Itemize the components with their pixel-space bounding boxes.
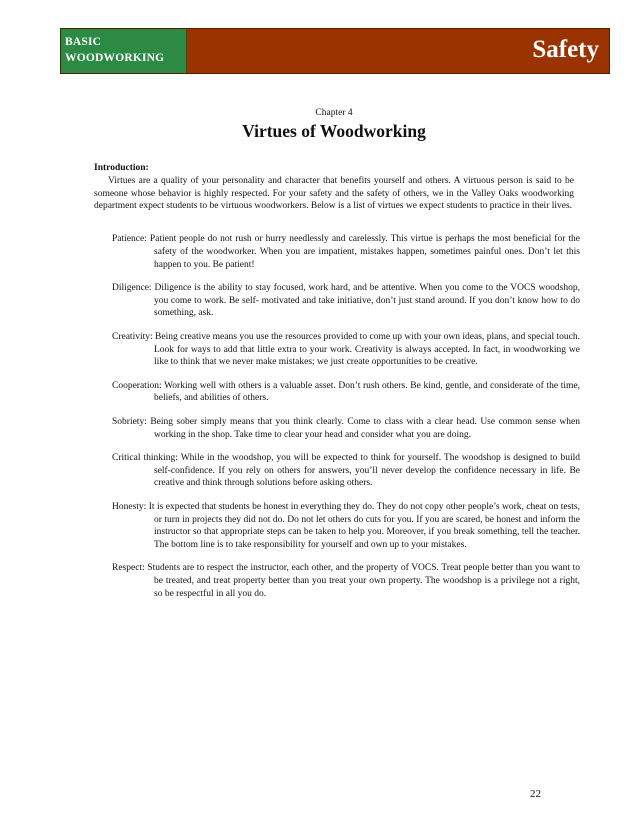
course-tab-line2: WOODWORKING — [65, 52, 165, 64]
virtue-critical-thinking: Critical thinking: While in the woodshop, you will be expected to think for yourself. The woodshop is designed to build self-confidence. If you rely on others for answers, you’ll never develop the confidence necessary in life. Be creative and think through solutions before asking others. — [112, 452, 580, 489]
introduction — [94, 162, 574, 213]
course-tab — [61, 29, 187, 73]
page-number: 22 — [530, 788, 541, 800]
virtue-cooperation: Cooperation: Working well with others is a valuable asset. Don’t rush others. Be kind, gentle, and considerate of the time, beliefs, and abilities of others. — [112, 380, 580, 404]
virtue-patience: Patience: Patient people do not rush or hurry needlessly and carelessly. This virtue is perhaps the most beneficial for the safety of the woodworker. When you are impatient, mistakes happen, sometimes painful ones. Don’t let this happen to you. Be patient! — [112, 234, 580, 270]
course-tab-line1: BASIC — [65, 36, 102, 48]
header-banner — [60, 28, 610, 74]
intro-text: Virtues are a quality of your personality and character that benefits yourself and others. A virtuous person is said to be someone whose behavior is highly respected. For your safety and the safety of others, we in the Valley Oaks woodworking department expect students to be virtuous woodworkers. Below is a list of virtues we expect students to practice in their lives. — [94, 175, 574, 212]
virtue-respect: Respect: Students are to respect the instructor, each other, and the property of VOCS. Treat people better than you want to be treated, and treat property better than you treat your own property. The woodshop is a privilege not a right, so be respectful in all you do. — [112, 563, 580, 600]
page-title: Virtues of Woodworking — [242, 121, 426, 141]
section-title: Safety — [532, 36, 599, 63]
virtue-honesty: Honesty: It is expected that students be honest in everything they do. They do not copy other people’s work, cheat on tests, or turn in projects they did not do. Do not let others do cuts for you. If you are scared, be honest and inform the instructor so that appropriate steps can be taken to help you. Moreover, if you break something, tell the teacher. The bottom line is to take responsibility for yourself and own up to your mistakes. — [112, 501, 580, 551]
virtue-diligence: Diligence: Diligence is the ability to stay focused, work hard, and be attentive. When you come to the VOCS woodshop, you come to work. Be self- motivated and take initiative, don’t just stand around. If you don’t know how to do something, ask. — [112, 282, 580, 319]
virtue-sobriety: Sobriety: Being sober simply means that you think clearly. Come to class with a clear head. Use common sense when working in the shop. Take time to clear your head and consider what you are doing. — [112, 416, 580, 440]
virtue-creativity: Creativity: Being creative means you use the resources provided to come up with your own ideas, plans, and special touch. Look for ways to add that little extra to your work. Creativity is always accepted. In fact, in woodworking we like to think that we never make mistakes; we just create opportunities to be creative. — [112, 331, 580, 368]
virtues-list — [112, 233, 580, 611]
intro-heading: Introduction: — [94, 163, 149, 173]
chapter-label: Chapter 4 — [315, 108, 353, 118]
